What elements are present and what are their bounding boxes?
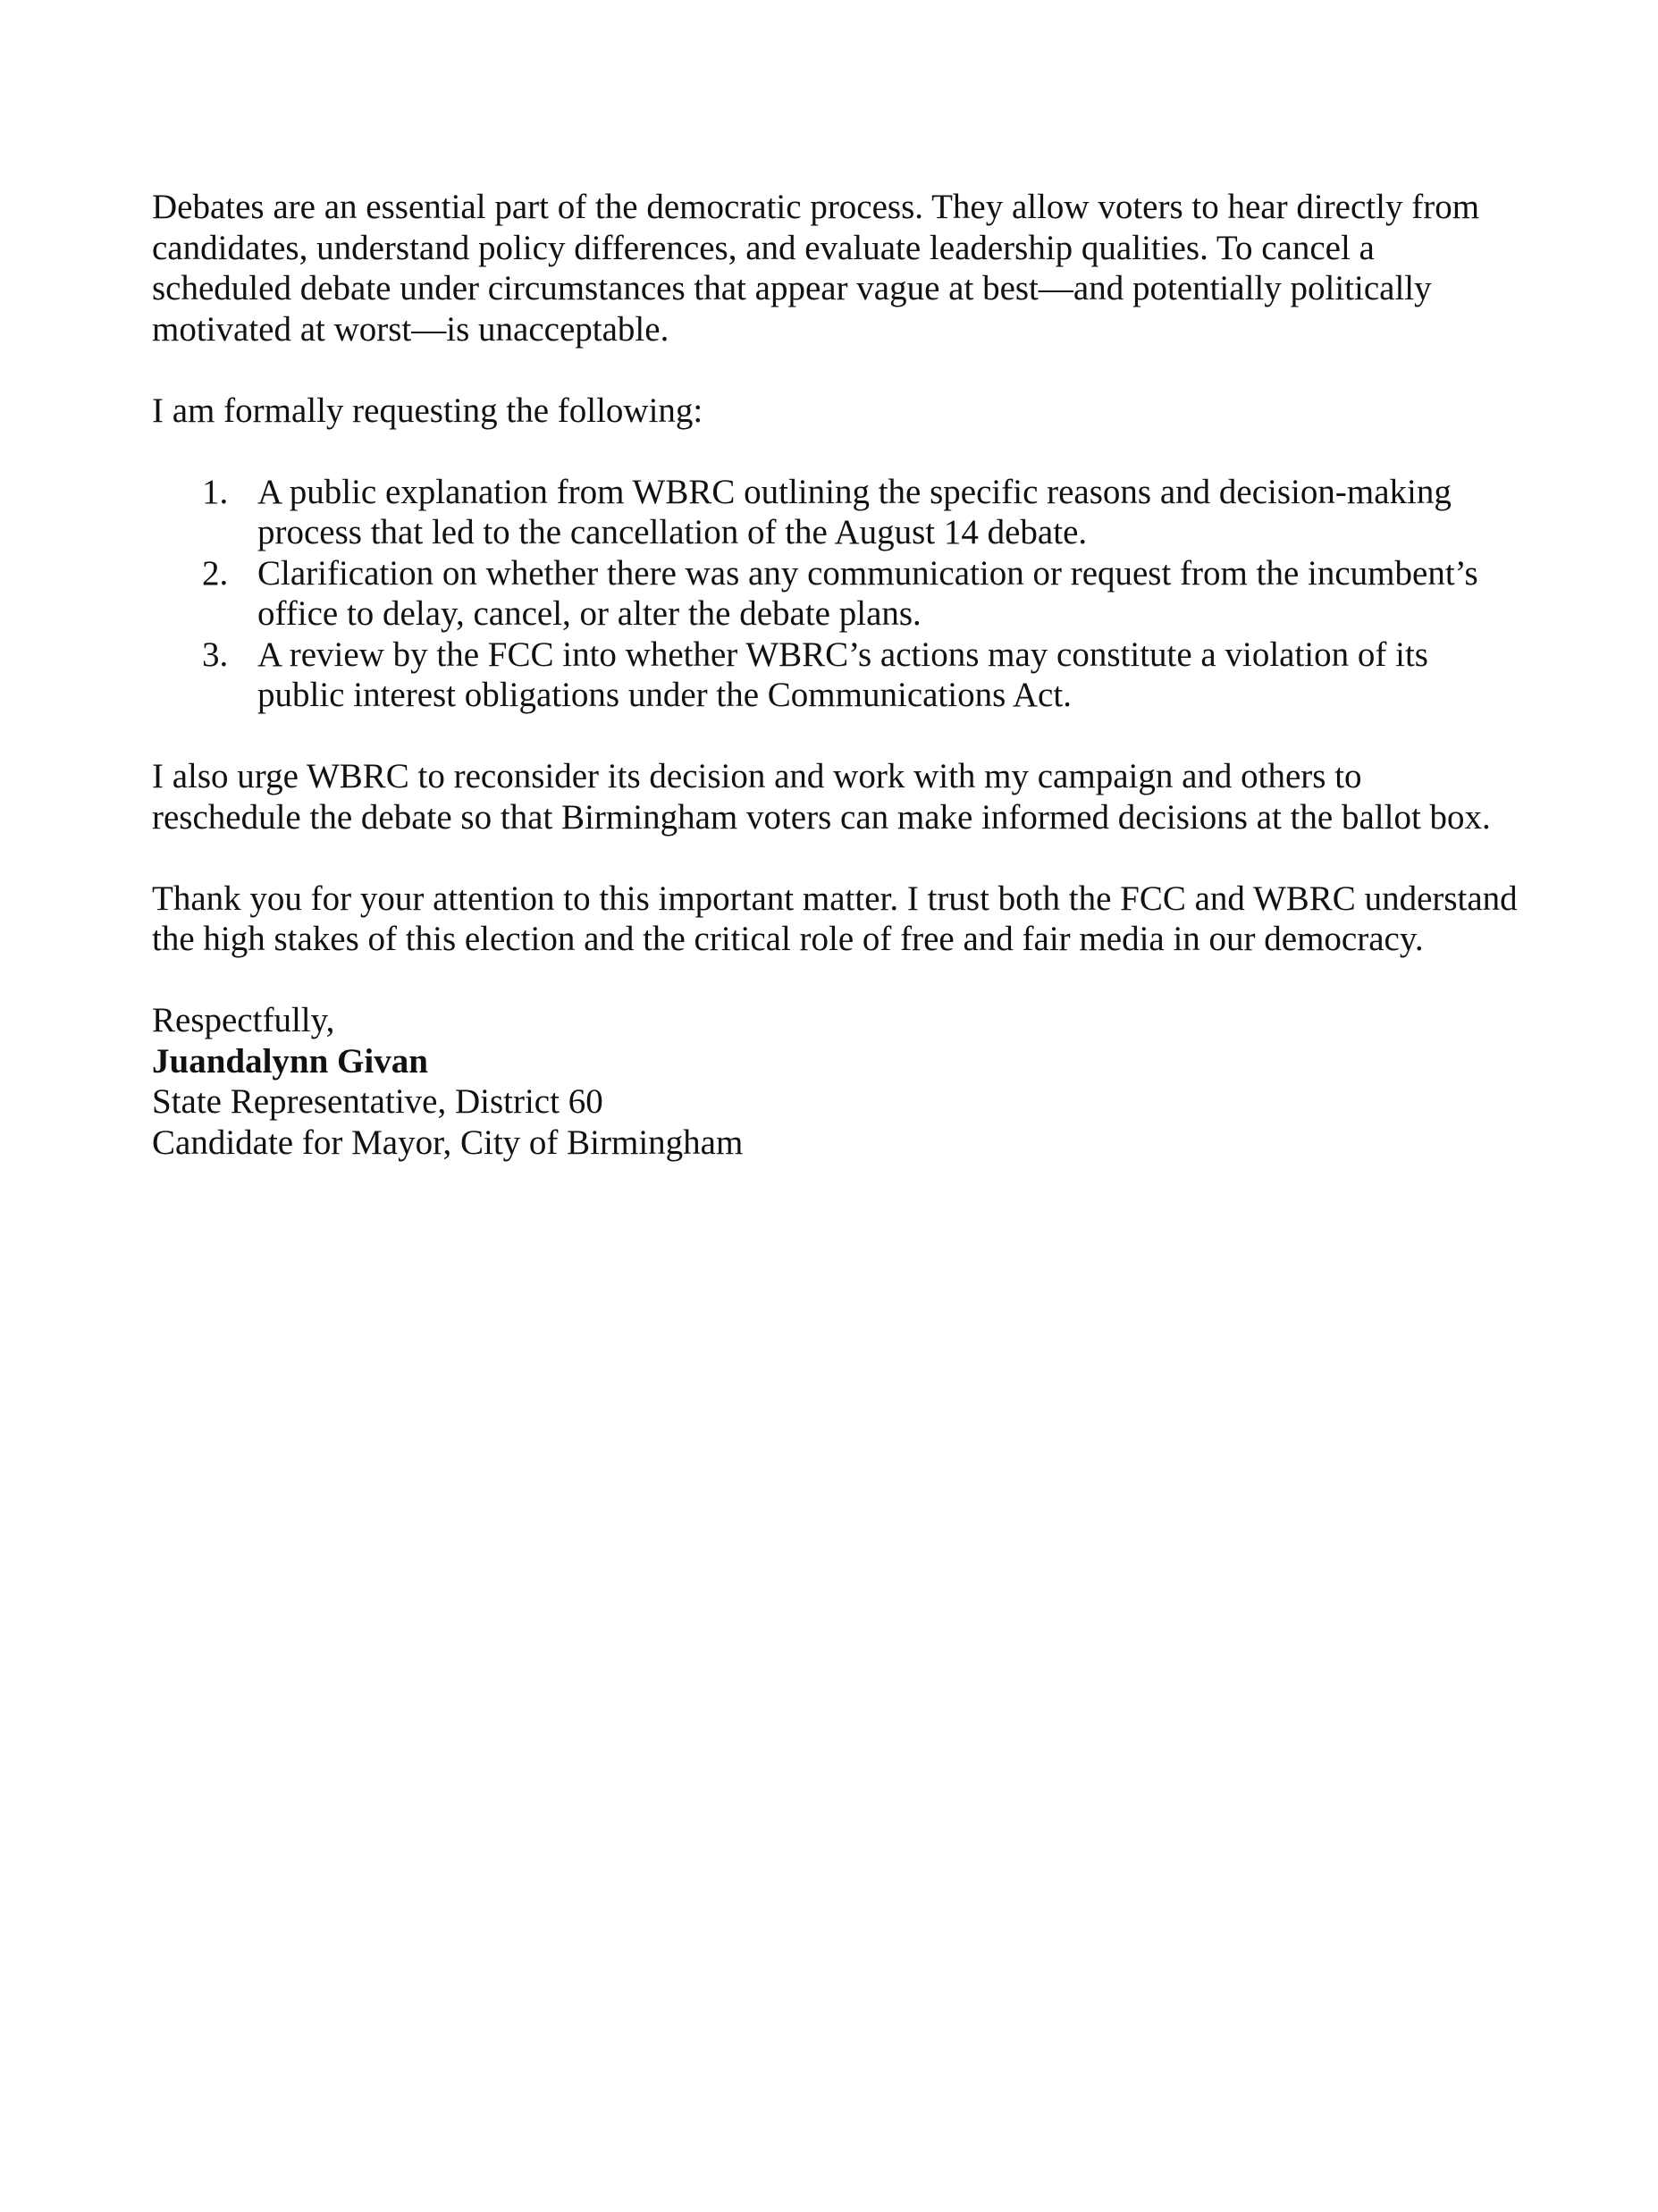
urge-paragraph: I also urge WBRC to reconsider its decision and work with my campaign and others to reschedule the debate so that Birmingham voters can make informed decisions at the ballot box.	[152, 757, 1491, 837]
request-text-3: A review by the FCC into whether WBRC’s actions may constitute a violation of its public interest obligations under the Communications Act.	[257, 635, 1428, 714]
request-text-1: A public explanation from WBRC outlining the specific reasons and decision-making process that led to the cancellation of the August 14 debate.	[257, 472, 1452, 551]
intro-paragraph: Debates are an essential part of the democratic process. They allow voters to hear directly from candidates, understand policy differences, and evaluate leadership qualities. To cancel a scheduled debate under circumstances that appear vague at best—and potentially politically motivated at worst—is unacceptable.	[152, 188, 1480, 349]
letter-body	[152, 187, 1519, 1163]
request-number-3: 3.	[202, 635, 229, 674]
request-number-2: 2.	[202, 553, 229, 593]
request-item-3	[152, 635, 1519, 716]
request-list	[152, 472, 1519, 716]
signature-closing: Respectfully,	[152, 1001, 335, 1039]
signature-block	[152, 1000, 1519, 1163]
request-lead-paragraph: I am formally requesting the following:	[152, 391, 703, 430]
request-number-1: 1.	[202, 472, 229, 511]
request-text-2: Clarification on whether there was any communication or request from the incumbent’s office to delay, cancel, or alter the debate plans.	[257, 553, 1478, 633]
signature-name: Juandalynn Givan	[152, 1041, 428, 1081]
request-item-1	[152, 472, 1519, 553]
thanks-paragraph: Thank you for your attention to this important matter. I trust both the FCC and WBRC understand the high stakes of this election and the critical role of free and fair media in our democracy.	[152, 879, 1518, 958]
request-item-2	[152, 553, 1519, 635]
signature-candidacy: Candidate for Mayor, City of Birmingham	[152, 1123, 744, 1162]
signature-title: State Representative, District 60	[152, 1082, 603, 1121]
